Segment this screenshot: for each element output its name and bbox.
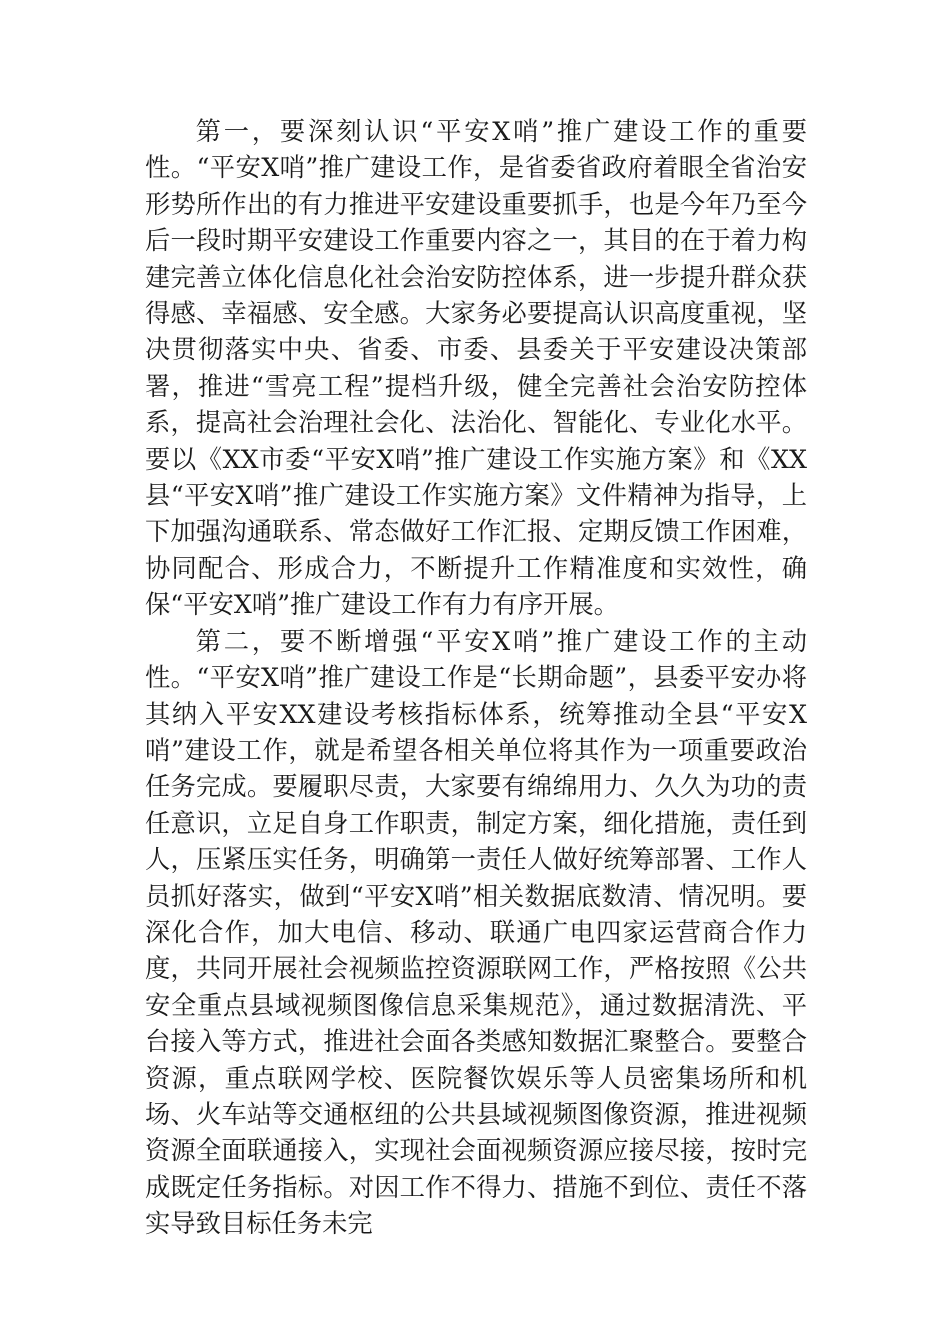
- paragraph-second: 第二，要不断增强“平安X哨”推广建设工作的主动性。“平安X哨”推广建设工作是“长期命题”，县委平安办将其纳入平安XX建设考核指标体系，统筹推动全县“平安X哨”建设工作，就是希望各相关单位将其作为一项重要政治任务完成。要履职尽责，大家要有绵绵用力、久久为功的责任意识，立足自身工作职责，制定方案，细化措施，责任到人，压紧压实任务，明确第一责任人做好统筹部署、工作人员抓好落实，做到“平安X哨”相关数据底数清、情况明。要深化合作，加大电信、移动、联通广电四家运营商合作力度，共同开展社会视频监控资源联网工作，严格按照《公共安全重点县域视频图像信息采集规范》，通过数据清洗、平台接入等方式，推进社会面各类感知数据汇聚整合。要整合资源，重点联网学校、医院餐饮娱乐等人员密集场所和机场、火车站等交通枢纽的公共县域视频图像资源，推进视频资源全面联通接入，实现社会面视频资源应接尽接，按时完成既定任务指标。对因工作不得力、措施不到位、责任不落实导致目标任务未完: [145, 626, 807, 1239]
- document-body: [145, 114, 807, 1243]
- paragraph-first: 第一，要深刻认识“平安X哨”推广建设工作的重要性。“平安X哨”推广建设工作，是省委省政府着眼全省治安形势所作出的有力推进平安建设重要抓手，也是今年乃至今后一段时期平安建设工作重要内容之一，其目的在于着力构建完善立体化信息化社会治安防控体系，进一步提升群众获得感、幸福感、安全感。大家务必要提高认识高度重视，坚决贯彻落实中央、省委、市委、县委关于平安建设决策部署，推进“雪亮工程”提档升级，健全完善社会治安防控体系，提高社会治理社会化、法治化、智能化、专业化水平。要以《XX市委“平安X哨”推广建设工作实施方案》和《XX县“平安X哨”推广建设工作实施方案》文件精神为指导，上下加强沟通联系、常态做好工作汇报、定期反馈工作困难，协同配合、形成合力，不断提升工作精准度和实效性，确保“平安X哨”推广建设工作有力有序开展。: [145, 117, 807, 620]
